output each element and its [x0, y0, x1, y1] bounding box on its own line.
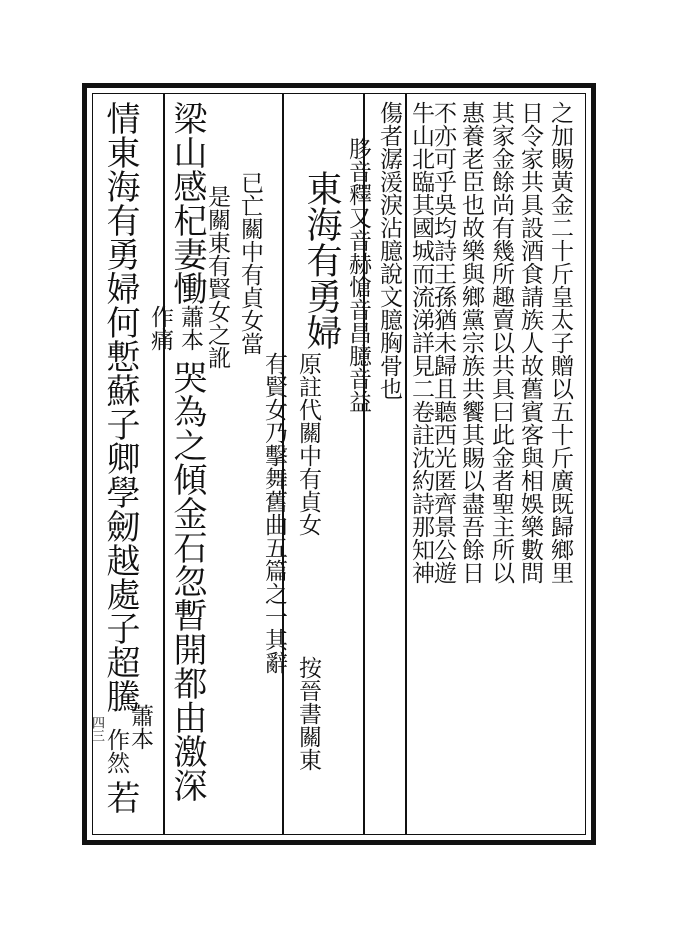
title-note-2: 按晉書關東 [295, 656, 321, 771]
column-divider [163, 93, 165, 835]
note-column-2: 是關東有賢女之訛 [204, 185, 230, 369]
commentary-column-3: 其家金餘尚有幾所趣賣以共具曰此金者聖主所以 [488, 101, 514, 584]
poem-line-1-note: 蕭本 [177, 305, 203, 351]
poem-line-1b: 哭為之傾金石忽暫開都由激深 [167, 360, 207, 802]
title-note: 原註代關中有貞女 [295, 352, 321, 536]
commentary-column-6: 牛山北臨其國城而流涕詳見二卷註沈約詩那知神 [408, 101, 434, 584]
poem-line-2b: 若 [100, 780, 140, 814]
poem-line-1-note-2: 作痛 [147, 305, 173, 351]
page-number: 四三 [89, 716, 104, 742]
commentary-column-5: 不亦可乎吳均詩王孫猶未歸且聽西光匿齊景公遊 [430, 101, 456, 584]
commentary-column-4: 惠養老臣也故樂與鄉黨宗族共饗其賜以盡吾餘日 [458, 101, 484, 584]
commentary-column-8: 䏧音釋又音赫愴音昌臆音益 [345, 137, 371, 413]
commentary-column-1: 之加賜黃金二十斤皇太子贈以五十斤廣既歸鄉里 [547, 101, 573, 584]
poem-line-2-note: 蕭本 [127, 704, 153, 750]
poem-line-2-note-2: 作然 [103, 728, 129, 774]
poem-title: 東海有勇婦 [301, 170, 342, 350]
commentary-column-2: 日令家共具設酒食請族人故舊賓客與相娛樂數問 [517, 101, 543, 584]
commentary-column-7: 傷者潺湲淚沾臆說文臆胸骨也 [376, 101, 402, 400]
title-note-3: 有賢女乃擊舞舊曲五篇之一其辭 [261, 352, 287, 674]
poem-line-2a: 情東海有勇婦何慙蘇子卿學劒越處子超騰 [100, 101, 140, 713]
poem-line-1a: 梁山感杞妻慟 [167, 101, 207, 305]
note-column-1: 已亡關中有貞女當 [237, 171, 263, 355]
column-divider [405, 93, 407, 835]
